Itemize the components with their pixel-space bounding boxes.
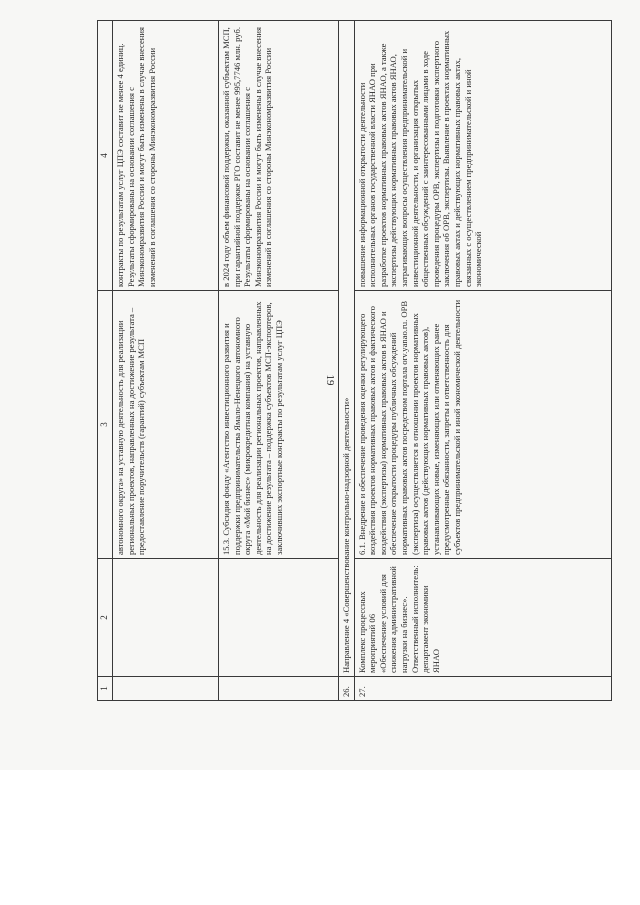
row-27-col3: 6.1. Внедрение и обеспечение проведения оценки регулирующего воздействия проектов нормативных правовых актов и фактического воздействия (экспертизы) нормативных правовых актов в ЯНАО и обеспечение открытости процедуры публичных обсуждений нормативных правовых актов посредством портала orv.yanao.ru. ОРВ (экспертиза) осуществляется в отношении проектов нормативных правовых актов (действующих нормативных правовых актов), устанавливающих новые, изменяющих или отменяющих ранее предусмотренные обязанности, запреты и ответственность для субъектов предпринимательской и иной экономической деятельности	[354, 291, 611, 559]
table-row	[219, 21, 339, 701]
header-col-3: 3	[98, 291, 113, 559]
row-27-col2: Комплекс процессных мероприятий 06 «Обеспечение условий для снижения административной нагрузки на бизнес». Ответственный исполнитель: департамент экономики ЯНАО	[354, 559, 611, 677]
plan-table	[97, 20, 612, 701]
header-col-4: 4	[98, 21, 113, 291]
row-26-direction: Направление 4 «Совершенствование контрольно-надзорной деятельности»	[339, 21, 355, 677]
row-b-col2	[219, 559, 339, 677]
row-27-num: 27.	[354, 677, 611, 701]
row-a-col4: контракты по результатам услуг ЦПЭ составит не менее 4 единиц. Результаты сформированы на основании соглашения с Минэкономразвития России и могут быть изменены в случае внесения изменений в соглашения со стороны Минэкономразвития России	[113, 21, 219, 291]
row-27-col4: повышение информационной открытости деятельности исполнительных органов государственной власти ЯНАО при разработке проектов нормативных правовых актов ЯНАО, а также экспертизы действующих нормативных правовых актов ЯНАО, затрагивающих вопросы осуществления предпринимательской и инвестиционной деятельности, и организация открытых общественных обсуждений с заинтересованными лицами в ходе проведения процедуры ОРВ, экспертизы и подготовки экспертного заключения об ОРВ, экспертизы. Выявление в проектах нормативных правовых актах и действующих нормативных правовых актах, связанных с осуществлением предпринимательской и иной экономической	[354, 21, 611, 291]
row-a-col2	[113, 559, 219, 677]
table-row	[339, 21, 355, 701]
table-header-row	[98, 21, 113, 701]
table-row	[354, 21, 611, 701]
row-a-col1	[113, 677, 219, 701]
table-row	[113, 21, 219, 701]
row-a-col3: автономного округа» на уставную деятельность для реализации региональных проектов, направленных на достижение результата – предоставление поручительств (гарантий) субъектам МСП	[113, 291, 219, 559]
header-col-2: 2	[98, 559, 113, 677]
row-b-col3: 15.3. Субсидия фонду «Агентство инвестиционного развития и поддержки предпринимательства Ямало-Ненецкого автономного округа «Мой бизнес» (микрокредитная компания) на уставную деятельность для реализации региональных проектов, направленных на достижение результата – поддержка субъектов МСП-экспортеров, заключивших экспортные контракты по результатам услуг ЦПЭ	[219, 291, 339, 559]
header-col-1: 1	[98, 677, 113, 701]
row-b-col4: в 2024 году объем финансовой поддержки, оказанной субъектам МСП, при гарантийной поддержке РГО составит не менее 995,7746 млн. руб. Результаты сформированы на основании соглашения с Минэкономразвития России и могут быть изменены в случае внесения изменений в соглашения со стороны Минэкономразвития России	[219, 21, 339, 291]
table-wrapper	[97, 21, 612, 701]
row-b-col1	[219, 677, 339, 701]
row-26-num: 26.	[339, 677, 355, 701]
rotated-table-container	[97, 21, 612, 701]
page-number: 19	[324, 374, 336, 386]
